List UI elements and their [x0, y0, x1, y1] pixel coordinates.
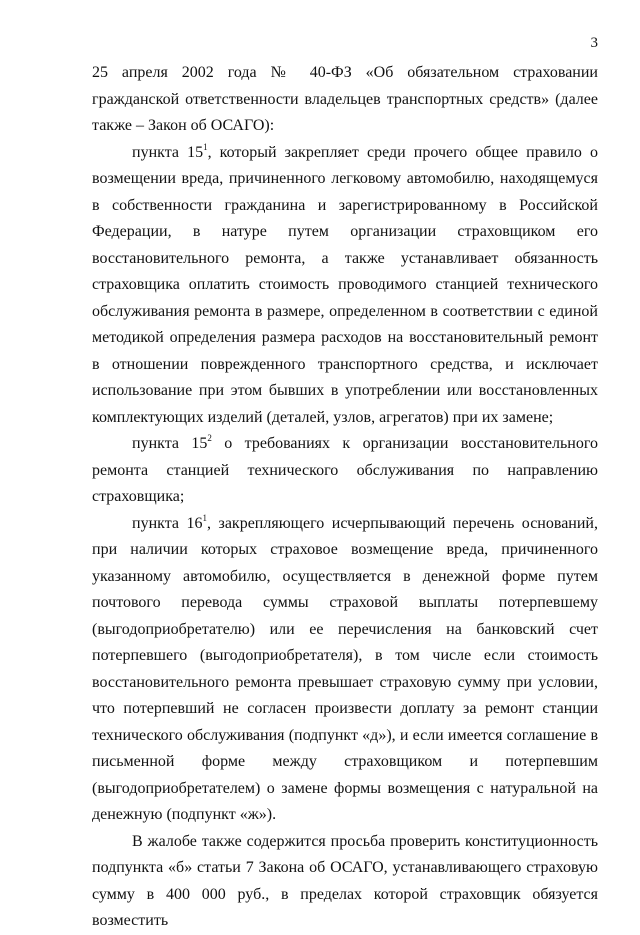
paragraph-complaint — [92, 829, 598, 935]
paragraph-clause-16-1 — [92, 511, 598, 829]
paragraph-text: , закрепляющего исчерпывающий перечень оснований, при наличии которых страховое возмещение вреда, причиненного указанному автомобилю, осуществляется в денежной форме путем почтового перевода суммы страховой выплаты потерпевшему (выгодоприобретателю) или ее перечисления на банковский счет потерпевшего (выгодоприобретателя), в том числе если стоимость восстановительного ремонта превышает страховую сумму при условии, что потерпевший не согласен произвести доплату за ремонт станции технического обслуживания (подпункт «д»), и если имеется соглашение в письменной форме между страховщиком и потерпевшим (выгодоприобретателем) о замене формы возмещения с натуральной на денежную (подпункт «ж»). — [92, 514, 598, 823]
clause-label: пункта 15 — [132, 435, 208, 452]
paragraph-clause-15-2 — [92, 431, 598, 511]
paragraph-clause-15-1 — [92, 140, 598, 432]
paragraph-text: 25 апреля 2002 года № 40-ФЗ «Об обязательном страховании гражданской ответственности владельцев транспортных средств» (далее также – Закон об ОСАГО): — [92, 64, 598, 134]
clause-superscript: 1 — [203, 141, 208, 152]
paragraph-law-reference — [92, 60, 598, 140]
document-body — [92, 60, 598, 935]
paragraph-text: , который закрепляет среди прочего общее правило о возмещении вреда, причиненного легковому автомобилю, находящемуся в собственности гражданина и зарегистрированному в Российской Федерации, в натуре путем организации страховщиком его восстановительного ремонта, а также устанавливает обязанность страховщика оплатить стоимость проводимого станцией технического обслуживания ремонта в размере, определенном в соответствии с единой методикой определения размера расходов на восстановительный ремонт в отношении поврежденного транспортного средства, и исключает использование при этом бывших в употреблении или восстановленных комплектующих изделий (деталей, узлов, агрегатов) при их замене; — [92, 143, 598, 426]
clause-superscript: 1 — [202, 512, 207, 523]
paragraph-text: В жалобе также содержится просьба проверить конституционность подпункта «б» статьи 7 Закона об ОСАГО, устанавливающего страховую сумму в 400 000 руб., в пределах которой страховщик обязуется возместить — [92, 832, 598, 929]
paragraph-text: о требованиях к организации восстановительного ремонта станцией технического обслуживания по направлению страховщика; — [92, 435, 598, 505]
clause-label: пункта 16 — [132, 514, 203, 532]
clause-superscript: 2 — [207, 433, 212, 443]
page-number: 3 — [590, 35, 598, 51]
clause-label: пункта 15 — [132, 143, 204, 161]
